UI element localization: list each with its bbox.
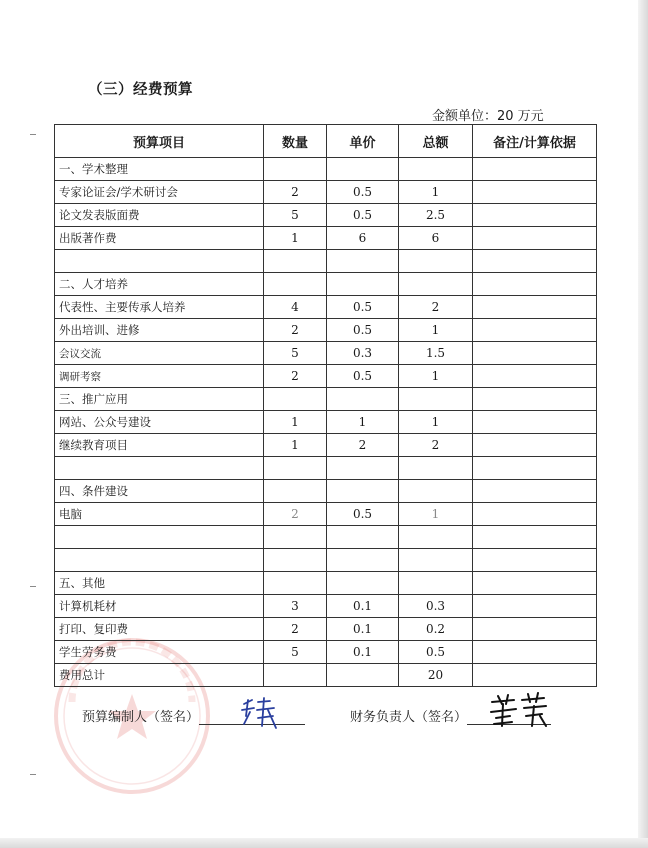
preparer-signature-label: 预算编制人（签名） [82, 710, 200, 725]
note-cell [473, 480, 597, 503]
item-cell: 代表性、主要传承人培养 [55, 296, 264, 319]
budget-table [54, 124, 597, 687]
total-cell [399, 549, 473, 572]
quantity-cell [264, 664, 327, 687]
price-cell: 0.5 [327, 365, 399, 388]
header-total: 总额 [399, 125, 473, 158]
table-row [55, 595, 597, 618]
total-cell [399, 388, 473, 411]
header-quantity: 数量 [264, 125, 327, 158]
finance-signature-field [350, 706, 551, 725]
note-cell [473, 641, 597, 664]
quantity-cell [264, 158, 327, 181]
total-cell: 1 [399, 319, 473, 342]
total-cell: 2 [399, 434, 473, 457]
table-row [55, 273, 597, 296]
price-cell: 2 [327, 434, 399, 457]
total-cell: 1 [399, 181, 473, 204]
total-cell: 0.5 [399, 641, 473, 664]
finance-signature-line [467, 708, 551, 725]
note-cell [473, 618, 597, 641]
header-unit-price: 单价 [327, 125, 399, 158]
quantity-cell: 1 [264, 434, 327, 457]
table-row [55, 618, 597, 641]
table-row [55, 204, 597, 227]
quantity-cell: 3 [264, 595, 327, 618]
item-cell: 论文发表版面费 [55, 204, 264, 227]
item-cell: 五、其他 [55, 572, 264, 595]
page-edge-shadow [0, 838, 648, 848]
price-cell: 0.5 [327, 503, 399, 526]
table-row [55, 342, 597, 365]
price-cell [327, 388, 399, 411]
quantity-cell: 2 [264, 365, 327, 388]
note-cell [473, 319, 597, 342]
total-cell: 2.5 [399, 204, 473, 227]
quantity-cell: 2 [264, 181, 327, 204]
table-row [55, 411, 597, 434]
item-cell [55, 526, 264, 549]
note-cell [473, 250, 597, 273]
total-cell: 2 [399, 296, 473, 319]
note-cell [473, 388, 597, 411]
total-cell [399, 273, 473, 296]
total-cell [399, 480, 473, 503]
price-cell: 0.5 [327, 204, 399, 227]
price-cell: 0.1 [327, 595, 399, 618]
table-row [55, 296, 597, 319]
table-row [55, 227, 597, 250]
price-cell: 0.1 [327, 641, 399, 664]
note-cell [473, 664, 597, 687]
header-remarks: 备注/计算依据 [473, 125, 597, 158]
item-cell: 调研考察 [55, 365, 264, 388]
note-cell [473, 411, 597, 434]
item-cell [55, 457, 264, 480]
quantity-cell: 2 [264, 319, 327, 342]
table-row [55, 549, 597, 572]
item-cell: 网站、公众号建设 [55, 411, 264, 434]
total-cell: 1.5 [399, 342, 473, 365]
price-cell [327, 250, 399, 273]
item-cell: 出版著作费 [55, 227, 264, 250]
margin-mark [30, 134, 36, 135]
price-cell: 0.3 [327, 342, 399, 365]
item-cell: 会议交流 [55, 342, 264, 365]
quantity-cell [264, 572, 327, 595]
header-budget-item: 预算项目 [55, 125, 264, 158]
quantity-cell: 2 [264, 503, 327, 526]
quantity-cell [264, 480, 327, 503]
item-cell: 继续教育项目 [55, 434, 264, 457]
item-cell: 计算机耗材 [55, 595, 264, 618]
table-row [55, 250, 597, 273]
total-cell [399, 526, 473, 549]
price-cell [327, 526, 399, 549]
price-cell [327, 457, 399, 480]
table-row [55, 434, 597, 457]
price-cell: 0.5 [327, 181, 399, 204]
item-cell [55, 549, 264, 572]
total-cell: 1 [399, 365, 473, 388]
table-header-row [55, 125, 597, 158]
table-row [55, 365, 597, 388]
table-row [55, 388, 597, 411]
note-cell [473, 342, 597, 365]
total-cell [399, 457, 473, 480]
price-cell: 0.1 [327, 618, 399, 641]
note-cell [473, 296, 597, 319]
total-cell: 1 [399, 503, 473, 526]
note-cell [473, 503, 597, 526]
item-cell: 学生劳务费 [55, 641, 264, 664]
item-cell [55, 250, 264, 273]
item-cell: 打印、复印费 [55, 618, 264, 641]
section-title: （三）经费预算 [88, 82, 193, 98]
margin-mark [30, 586, 36, 587]
table-row [55, 158, 597, 181]
price-cell: 0.5 [327, 319, 399, 342]
item-cell: 专家论证会/学术研讨会 [55, 181, 264, 204]
price-cell [327, 158, 399, 181]
quantity-cell [264, 388, 327, 411]
table-row [55, 503, 597, 526]
quantity-cell: 4 [264, 296, 327, 319]
amount-unit-label: 金额单位：20 万元 [432, 109, 544, 124]
table-row [55, 457, 597, 480]
total-cell [399, 250, 473, 273]
price-cell: 6 [327, 227, 399, 250]
total-cell: 0.3 [399, 595, 473, 618]
note-cell [473, 158, 597, 181]
quantity-cell [264, 273, 327, 296]
table-row [55, 480, 597, 503]
item-cell: 一、学术整理 [55, 158, 264, 181]
quantity-cell: 2 [264, 618, 327, 641]
total-cell: 1 [399, 411, 473, 434]
item-cell: 外出培训、进修 [55, 319, 264, 342]
note-cell [473, 457, 597, 480]
item-cell: 二、人才培养 [55, 273, 264, 296]
quantity-cell [264, 457, 327, 480]
note-cell [473, 365, 597, 388]
quantity-cell: 1 [264, 227, 327, 250]
note-cell [473, 549, 597, 572]
note-cell [473, 204, 597, 227]
preparer-signature-field [82, 706, 305, 725]
preparer-signature-line [199, 708, 305, 725]
price-cell: 0.5 [327, 296, 399, 319]
total-cell [399, 158, 473, 181]
margin-mark [30, 774, 36, 775]
price-cell [327, 480, 399, 503]
quantity-cell [264, 526, 327, 549]
item-cell: 三、推广应用 [55, 388, 264, 411]
table-row [55, 526, 597, 549]
item-cell: 费用总计 [55, 664, 264, 687]
price-cell: 1 [327, 411, 399, 434]
note-cell [473, 526, 597, 549]
quantity-cell: 5 [264, 342, 327, 365]
quantity-cell: 5 [264, 204, 327, 227]
table-row [55, 181, 597, 204]
total-cell [399, 572, 473, 595]
price-cell [327, 273, 399, 296]
note-cell [473, 227, 597, 250]
quantity-cell: 5 [264, 641, 327, 664]
total-row [55, 664, 597, 687]
finance-signature-label: 财务负责人（签名） [350, 710, 468, 725]
price-cell [327, 572, 399, 595]
table-row [55, 319, 597, 342]
note-cell [473, 273, 597, 296]
total-cell: 6 [399, 227, 473, 250]
total-cell: 0.2 [399, 618, 473, 641]
note-cell [473, 434, 597, 457]
item-cell: 四、条件建设 [55, 480, 264, 503]
note-cell [473, 181, 597, 204]
page-edge-shadow [638, 0, 648, 848]
item-cell: 电脑 [55, 503, 264, 526]
quantity-cell [264, 549, 327, 572]
price-cell [327, 664, 399, 687]
quantity-cell [264, 250, 327, 273]
price-cell [327, 549, 399, 572]
note-cell [473, 595, 597, 618]
quantity-cell: 1 [264, 411, 327, 434]
table-row [55, 572, 597, 595]
table-row [55, 641, 597, 664]
grand-total-cell: 20 [399, 664, 473, 687]
note-cell [473, 572, 597, 595]
